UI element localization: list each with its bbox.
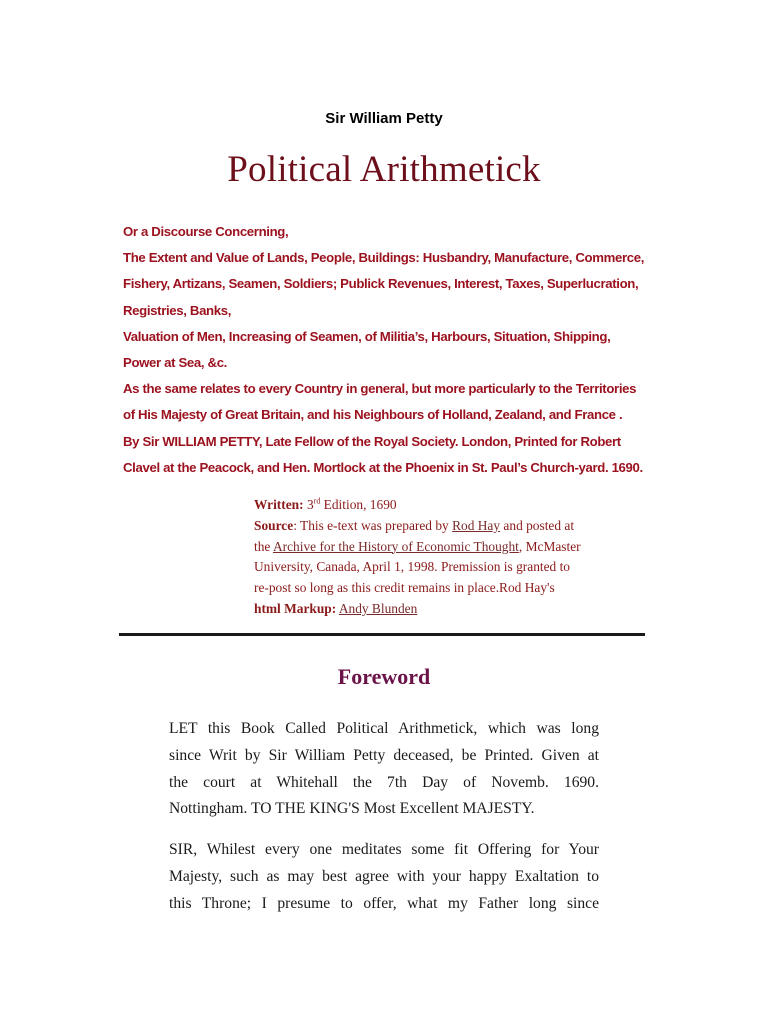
rod-hay-link[interactable]: Rod Hay xyxy=(452,517,501,533)
foreword-paragraph-1 xyxy=(169,716,599,823)
credits-block xyxy=(254,495,594,620)
paragraph-line: Majesty, such as may best agree with your happy Exaltation to xyxy=(169,867,599,885)
paragraph-line: the court at Whitehall the 7th Day of Novemb. 1690. xyxy=(169,773,599,791)
paragraph-line: SIR, Whilest every one meditates some fit Offering for Your xyxy=(169,841,599,858)
discourse-line: Power at Sea, &c. xyxy=(123,355,227,371)
source-text: and posted at xyxy=(500,517,575,533)
andy-blunden-link[interactable]: Andy Blunden xyxy=(338,600,418,616)
source-line xyxy=(254,537,594,558)
source-text: the xyxy=(254,538,273,554)
foreword-heading: Foreword xyxy=(337,664,431,689)
archive-link[interactable]: Archive for the History of Economic Thought xyxy=(272,538,519,554)
source-text: , McMaster xyxy=(518,538,581,554)
page-title: Political Arithmetick xyxy=(227,149,541,190)
discourse-line: Fishery, Artizans, Seamen, Soldiers; Publick Revenues, Interest, Taxes, Superlucration, xyxy=(123,276,639,292)
discourse-block xyxy=(123,219,653,481)
paragraph-line: Nottingham. TO THE KING'S Most Excellent MAJESTY. xyxy=(169,800,535,818)
written-line xyxy=(254,495,594,516)
source-line: re-post so long as this credit remains in place.Rod Hay's xyxy=(254,580,555,596)
discourse-line: Valuation of Men, Increasing of Seamen, of Militia’s, Harbours, Situation, Shipping, xyxy=(123,328,611,344)
edition-number: 3 xyxy=(306,497,314,512)
paragraph-line: LET this Book Called Political Arithmetick, which was long xyxy=(169,720,599,737)
markup-label: html Markup: xyxy=(254,600,337,616)
discourse-line: Clavel at the Peacock, and Hen. Mortlock at the Phoenix in St. Paul’s Church-yard. 1690. xyxy=(123,459,643,475)
source-label: Source xyxy=(254,517,294,533)
edition-text: Edition, 1690 xyxy=(320,497,397,512)
markup-line xyxy=(254,599,594,620)
horizontal-rule xyxy=(119,633,645,636)
source-text: : This e-text was prepared by xyxy=(293,517,453,533)
paragraph-line: since Writ by Sir William Petty deceased, be Printed. Given at xyxy=(169,746,599,764)
written-label: Written: xyxy=(254,497,304,512)
source-line: University, Canada, April 1, 1998. Premission is granted to xyxy=(254,559,571,575)
discourse-line: of His Majesty of Great Britain, and his Neighbours of Holland, Zealand, and France . xyxy=(123,407,623,423)
edition-suffix: rd xyxy=(313,496,321,506)
paragraph-line: this Throne; I presume to offer, what my Father long since xyxy=(169,894,599,912)
foreword-paragraph-2 xyxy=(169,837,599,917)
discourse-line: By Sir WILLIAM PETTY, Late Fellow of the Royal Society. London, Printed for Robert xyxy=(123,433,621,449)
discourse-line: Registries, Banks, xyxy=(123,302,232,318)
discourse-line: As the same relates to every Country in general, but more particularly to the Territories xyxy=(123,381,637,397)
discourse-line: Or a Discourse Concerning, xyxy=(123,224,289,239)
author-name: Sir William Petty xyxy=(325,110,443,127)
source-line xyxy=(254,516,594,537)
discourse-line: The Extent and Value of Lands, People, Buildings: Husbandry, Manufacture, Commerce, xyxy=(123,250,645,266)
